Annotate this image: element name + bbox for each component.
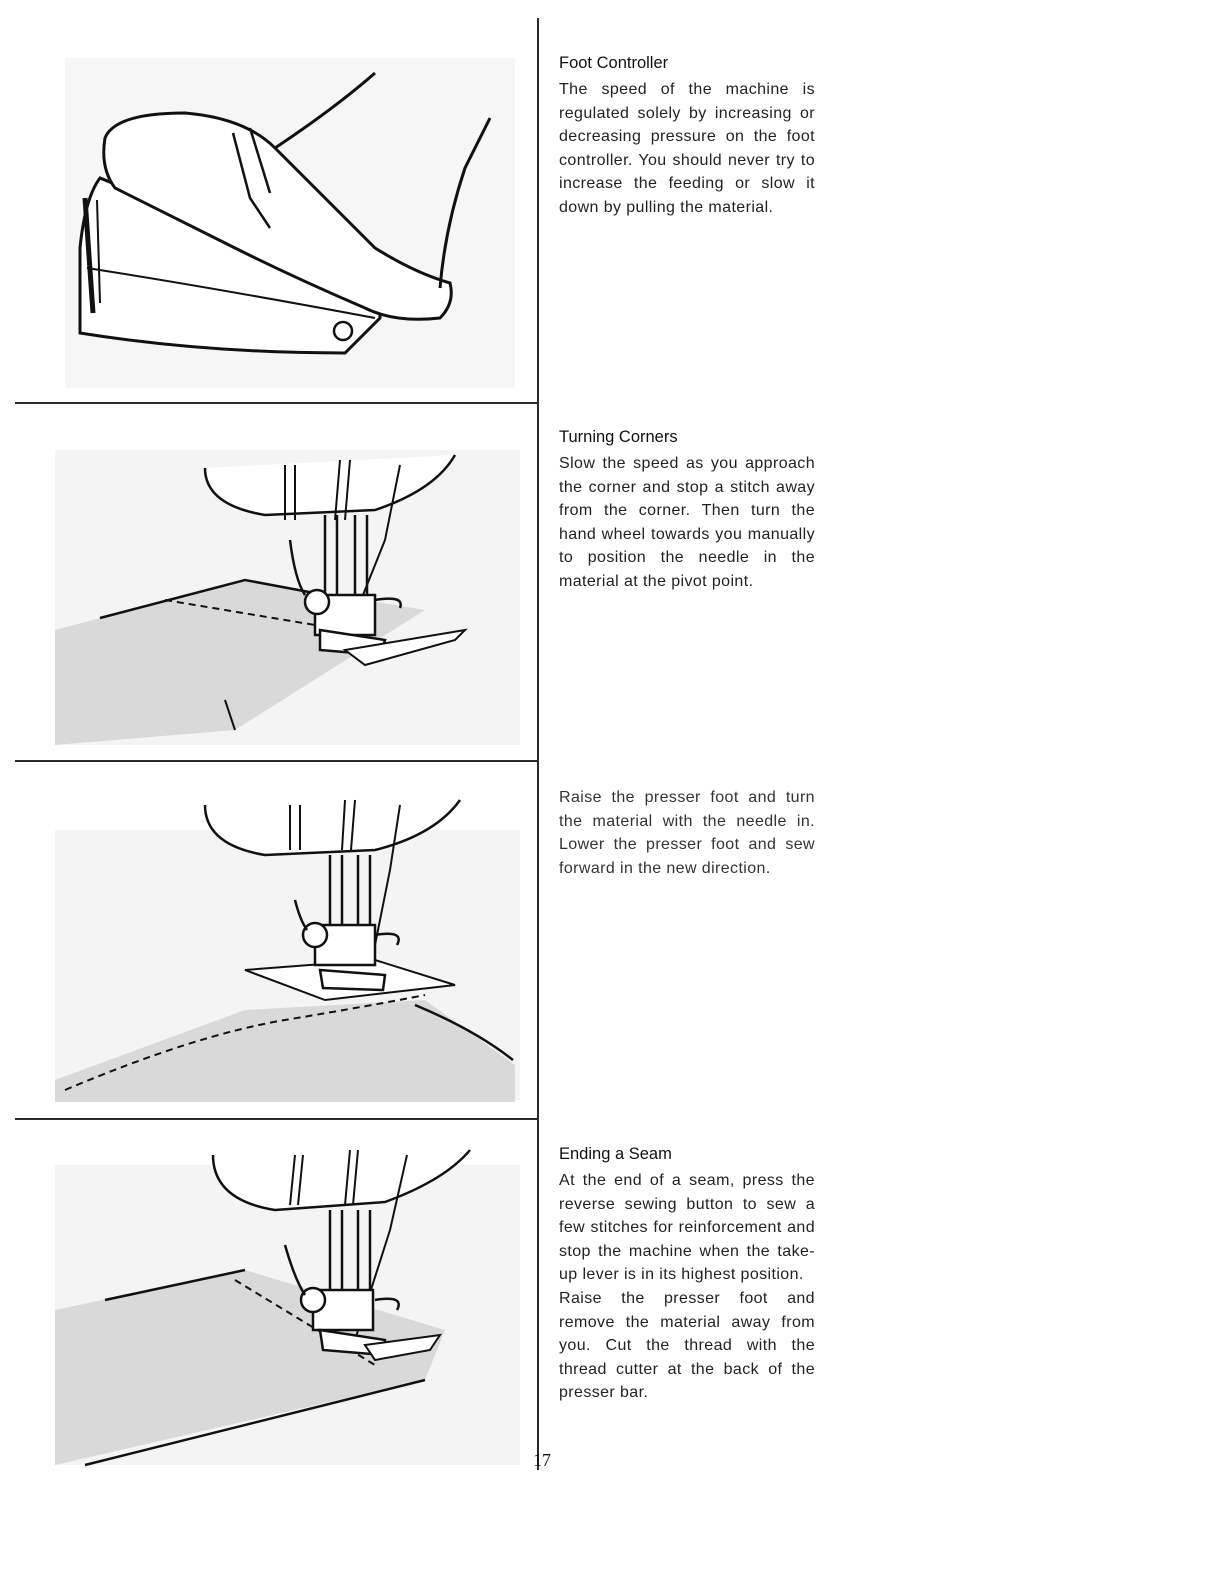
foot-controller-section (559, 52, 815, 220)
turning-corners-section (559, 426, 815, 594)
ending-seam-illustration (45, 1140, 525, 1470)
turning-corner-illustration (45, 430, 525, 748)
section-heading: Foot Controller (559, 54, 669, 72)
section-body: At the end of a seam, press the reverse sewing button to sew a few stitches for reinforcement and stop the machine when the take-up lever is in its highest position. (559, 1172, 815, 1284)
column-divider (537, 18, 539, 1470)
section-divider (15, 402, 539, 404)
section-body: Raise the presser foot and turn the material with the needle in. Lower the presser foot and sew forward in the new direction. (559, 789, 815, 877)
section-divider (15, 760, 539, 762)
section-body-continued: Raise the presser foot and remove the material away from you. Cut the thread with the thread cutter at the back of the presser bar. (559, 1289, 815, 1402)
section-divider (15, 1118, 539, 1120)
section-heading: Turning Corners (559, 428, 678, 446)
foot-controller-illustration (45, 48, 525, 388)
section-heading: Ending a Seam (559, 1145, 672, 1163)
ending-seam-section (559, 1143, 815, 1405)
page-number: 17 (533, 1450, 551, 1470)
pivot-material-section (559, 786, 815, 880)
section-body: Slow the speed as you approach the corner and stop a stitch away from the corner. Then turn the hand wheel towards you manually to position the needle in the material at the pivot point. (559, 455, 815, 590)
section-body: The speed of the machine is regulated solely by increasing or decreasing pressure on the foot controller. You should never try to increase the feeding or slow it down by pulling the material. (559, 81, 815, 216)
pivot-material-illustration (45, 790, 525, 1108)
